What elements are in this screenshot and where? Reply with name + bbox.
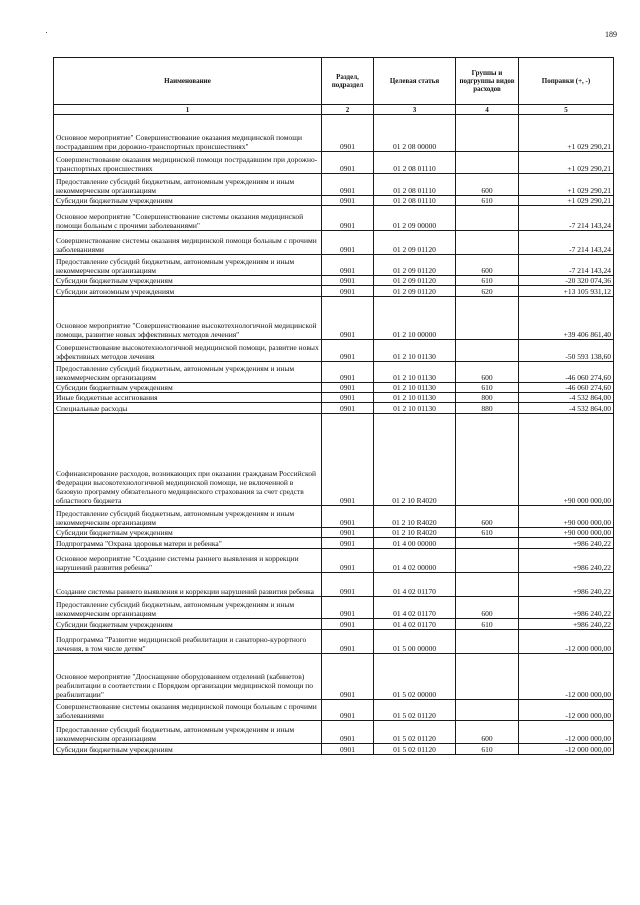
row-amount: -46 060 274,60 xyxy=(519,362,614,383)
table-row xyxy=(54,340,614,362)
table-row xyxy=(54,506,614,528)
row-group xyxy=(456,152,519,174)
row-section: 0901 xyxy=(322,573,374,597)
row-name: Субсидии бюджетным учреждениям xyxy=(54,196,322,206)
row-group xyxy=(456,231,519,255)
row-amount: -12 000 000,00 xyxy=(519,654,614,700)
row-section: 0901 xyxy=(322,276,374,286)
table-row xyxy=(54,597,614,619)
row-name: Иные бюджетные ассигнования xyxy=(54,393,322,403)
row-section: 0901 xyxy=(322,297,374,340)
row-amount: +1 029 290,21 xyxy=(519,174,614,196)
row-name: Основное мероприятие" Совершенствование оказания медицинской помощи пострадавшим при дорожно-транспортных происшествиях" xyxy=(54,115,322,152)
row-name: Субсидии автономным учреждениям xyxy=(54,286,322,297)
row-name: Предоставление субсидий бюджетным, автономным учреждениям и иным некоммерческим организациям xyxy=(54,506,322,528)
row-amount: -50 593 138,60 xyxy=(519,340,614,362)
row-name: Совершенствование высокотехнологичной медицинской помощи, развитие новых эффективных методов лечения xyxy=(54,340,322,362)
row-amount: -20 320 074,36 xyxy=(519,276,614,286)
row-group: 610 xyxy=(456,196,519,206)
row-target: 01 2 08 01110 xyxy=(374,196,456,206)
row-section: 0901 xyxy=(322,528,374,538)
row-group: 800 xyxy=(456,393,519,403)
row-group xyxy=(456,340,519,362)
row-amount: +90 000 000,00 xyxy=(519,506,614,528)
row-section: 0901 xyxy=(322,196,374,206)
row-amount: +1 029 290,21 xyxy=(519,196,614,206)
row-target: 01 5 02 01120 xyxy=(374,721,456,744)
header-section: Раздел, подраздел xyxy=(322,58,374,105)
row-name: Совершенствование оказания медицинской помощи пострадавшим при дорожно-транспортных происшествиях xyxy=(54,152,322,174)
row-name: Подпрограмма "Охрана здоровья матери и ребенка" xyxy=(54,538,322,549)
row-amount: +986 240,22 xyxy=(519,549,614,573)
row-section: 0901 xyxy=(322,721,374,744)
row-name: Основное мероприятие "Совершенствование системы оказания медицинской помощи больным с прочими заболеваниями" xyxy=(54,206,322,231)
row-name: Софинансирование расходов, возникающих при оказании гражданам Российской Федерации высокотехнологичной медицинской помощи, не включенной в базовую программу обязательного медицинского страхования за счет средств областного бюджета xyxy=(54,414,322,506)
column-number-row xyxy=(54,105,614,115)
row-section: 0901 xyxy=(322,414,374,506)
row-target: 01 5 00 00000 xyxy=(374,630,456,654)
row-target: 01 2 09 01120 xyxy=(374,276,456,286)
table-row xyxy=(54,276,614,286)
row-section: 0901 xyxy=(322,383,374,393)
row-name: Субсидии бюджетным учреждениям xyxy=(54,744,322,755)
row-target: 01 4 02 00000 xyxy=(374,549,456,573)
row-target: 01 5 02 01120 xyxy=(374,744,456,755)
row-section: 0901 xyxy=(322,403,374,414)
row-name: Совершенствование системы оказания медицинской помощи больным с прочими заболеваниями xyxy=(54,231,322,255)
budget-amendments-table xyxy=(53,57,614,755)
table-row xyxy=(54,115,614,152)
row-group: 610 xyxy=(456,276,519,286)
table-row xyxy=(54,362,614,383)
row-name: Предоставление субсидий бюджетным, автономным учреждениям и иным некоммерческим организациям xyxy=(54,721,322,744)
row-target: 01 2 10 00000 xyxy=(374,297,456,340)
row-section: 0901 xyxy=(322,231,374,255)
row-section: 0901 xyxy=(322,654,374,700)
row-amount: +986 240,22 xyxy=(519,573,614,597)
row-group xyxy=(456,630,519,654)
row-section: 0901 xyxy=(322,286,374,297)
row-amount: +986 240,22 xyxy=(519,619,614,630)
row-section: 0901 xyxy=(322,538,374,549)
row-section: 0901 xyxy=(322,174,374,196)
row-target: 01 2 10 01130 xyxy=(374,383,456,393)
table-row xyxy=(54,206,614,231)
row-group xyxy=(456,115,519,152)
row-group: 600 xyxy=(456,506,519,528)
row-section: 0901 xyxy=(322,744,374,755)
row-amount: +90 000 000,00 xyxy=(519,414,614,506)
table-row xyxy=(54,528,614,538)
row-amount: -12 000 000,00 xyxy=(519,630,614,654)
row-group: 600 xyxy=(456,721,519,744)
table-row xyxy=(54,744,614,755)
row-target: 01 2 08 01110 xyxy=(374,174,456,196)
row-group: 620 xyxy=(456,286,519,297)
row-target: 01 2 09 01120 xyxy=(374,231,456,255)
table-row xyxy=(54,174,614,196)
row-group: 610 xyxy=(456,383,519,393)
row-amount: -12 000 000,00 xyxy=(519,721,614,744)
row-amount: -46 060 274,60 xyxy=(519,383,614,393)
row-name: Субсидии бюджетным учреждениям xyxy=(54,276,322,286)
row-amount: +1 029 290,21 xyxy=(519,152,614,174)
row-amount: +39 406 861,40 xyxy=(519,297,614,340)
row-section: 0901 xyxy=(322,206,374,231)
row-amount: -4 532 864,00 xyxy=(519,393,614,403)
row-target: 01 4 02 01170 xyxy=(374,573,456,597)
col-number: 4 xyxy=(456,105,519,115)
row-section: 0901 xyxy=(322,597,374,619)
row-amount: +90 000 000,00 xyxy=(519,528,614,538)
row-group xyxy=(456,573,519,597)
table-row xyxy=(54,538,614,549)
row-section: 0901 xyxy=(322,619,374,630)
table-row xyxy=(54,297,614,340)
page-number: 189 xyxy=(605,30,617,39)
row-section: 0901 xyxy=(322,115,374,152)
row-group: 610 xyxy=(456,528,519,538)
table-row xyxy=(54,630,614,654)
row-target: 01 4 02 01170 xyxy=(374,597,456,619)
header-amendment: Поправки (+, -) xyxy=(519,58,614,105)
header-name: Наименование xyxy=(54,58,322,105)
table-row xyxy=(54,393,614,403)
row-name: Предоставление субсидий бюджетным, автономным учреждениям и иным некоммерческим организациям xyxy=(54,597,322,619)
row-name: Предоставление субсидий бюджетным, автономным учреждениям и иным некоммерческим организациям xyxy=(54,255,322,276)
scan-speck xyxy=(46,32,47,33)
row-group: 880 xyxy=(456,403,519,414)
row-name: Субсидии бюджетным учреждениям xyxy=(54,383,322,393)
row-group: 600 xyxy=(456,174,519,196)
row-section: 0901 xyxy=(322,630,374,654)
row-amount: +13 105 931,12 xyxy=(519,286,614,297)
row-target: 01 2 10 01130 xyxy=(374,340,456,362)
row-section: 0901 xyxy=(322,506,374,528)
row-section: 0901 xyxy=(322,362,374,383)
table-row xyxy=(54,231,614,255)
table-row xyxy=(54,255,614,276)
row-group xyxy=(456,700,519,721)
row-group xyxy=(456,206,519,231)
row-target: 01 2 10 R4020 xyxy=(374,528,456,538)
row-section: 0901 xyxy=(322,549,374,573)
row-target: 01 2 08 00000 xyxy=(374,115,456,152)
table-row xyxy=(54,573,614,597)
row-section: 0901 xyxy=(322,152,374,174)
row-name: Создание системы раннего выявления и коррекции нарушений развития ребенка xyxy=(54,573,322,597)
row-group: 610 xyxy=(456,619,519,630)
row-target: 01 5 02 00000 xyxy=(374,654,456,700)
row-section: 0901 xyxy=(322,393,374,403)
row-group xyxy=(456,654,519,700)
row-name: Предоставление субсидий бюджетным, автономным учреждениям и иным некоммерческим организациям xyxy=(54,362,322,383)
row-name: Субсидии бюджетным учреждениям xyxy=(54,528,322,538)
row-amount: -12 000 000,00 xyxy=(519,744,614,755)
row-section: 0901 xyxy=(322,340,374,362)
row-target: 01 2 10 R4020 xyxy=(374,506,456,528)
col-number: 2 xyxy=(322,105,374,115)
row-target: 01 2 09 01120 xyxy=(374,286,456,297)
row-amount: -12 000 000,00 xyxy=(519,700,614,721)
row-target: 01 2 10 01130 xyxy=(374,393,456,403)
table-row xyxy=(54,152,614,174)
row-amount: +986 240,22 xyxy=(519,538,614,549)
row-name: Специальные расходы xyxy=(54,403,322,414)
row-target: 01 4 00 00000 xyxy=(374,538,456,549)
row-name: Предоставление субсидий бюджетным, автономным учреждениям и иным некоммерческим организациям xyxy=(54,174,322,196)
table-row xyxy=(54,414,614,506)
row-amount: -7 214 143,24 xyxy=(519,206,614,231)
table-row xyxy=(54,196,614,206)
row-target: 01 2 10 R4020 xyxy=(374,414,456,506)
row-amount: +986 240,22 xyxy=(519,597,614,619)
row-amount: -7 214 143,24 xyxy=(519,231,614,255)
table-row xyxy=(54,619,614,630)
table-header-row xyxy=(54,58,614,105)
table-row xyxy=(54,721,614,744)
col-number: 5 xyxy=(519,105,614,115)
header-group: Группы и подгруппы видов расходов xyxy=(456,58,519,105)
row-name: Основное мероприятие "Дооснащение оборудованием отделений (кабинетов) реабилитации в соответствии с Порядком организации медицинской помощи по реабилитации" xyxy=(54,654,322,700)
row-target: 01 4 02 01170 xyxy=(374,619,456,630)
row-group xyxy=(456,538,519,549)
col-number: 1 xyxy=(54,105,322,115)
row-name: Совершенствование системы оказания медицинской помощи больным с прочими заболеваниями xyxy=(54,700,322,721)
row-group: 610 xyxy=(456,744,519,755)
row-name: Субсидии бюджетным учреждениям xyxy=(54,619,322,630)
row-group xyxy=(456,549,519,573)
row-target: 01 2 08 01110 xyxy=(374,152,456,174)
row-name: Подпрограмма "Развитие медицинской реабилитации и санаторно-курортного лечения, в том числе детям" xyxy=(54,630,322,654)
table-row xyxy=(54,700,614,721)
header-target: Целевая статья xyxy=(374,58,456,105)
row-target: 01 2 10 01130 xyxy=(374,403,456,414)
row-target: 01 2 09 00000 xyxy=(374,206,456,231)
row-section: 0901 xyxy=(322,255,374,276)
row-group: 600 xyxy=(456,597,519,619)
row-amount: -7 214 143,24 xyxy=(519,255,614,276)
row-amount: -4 532 864,00 xyxy=(519,403,614,414)
col-number: 3 xyxy=(374,105,456,115)
row-section: 0901 xyxy=(322,700,374,721)
row-target: 01 2 10 01130 xyxy=(374,362,456,383)
row-group: 600 xyxy=(456,255,519,276)
table-row xyxy=(54,383,614,393)
table-row xyxy=(54,654,614,700)
row-group xyxy=(456,414,519,506)
table-row xyxy=(54,549,614,573)
row-target: 01 2 09 01120 xyxy=(374,255,456,276)
row-target: 01 5 02 01120 xyxy=(374,700,456,721)
row-name: Основное мероприятие "Создание системы раннего выявления и коррекции нарушений развития ребенка" xyxy=(54,549,322,573)
table-body xyxy=(54,115,614,755)
table-row xyxy=(54,403,614,414)
row-name: Основное мероприятие "Совершенствование высокотехнологичной медицинской помощи, развитие новых эффективных методов лечения" xyxy=(54,297,322,340)
row-amount: +1 029 290,21 xyxy=(519,115,614,152)
row-group: 600 xyxy=(456,362,519,383)
table-row xyxy=(54,286,614,297)
row-group xyxy=(456,297,519,340)
